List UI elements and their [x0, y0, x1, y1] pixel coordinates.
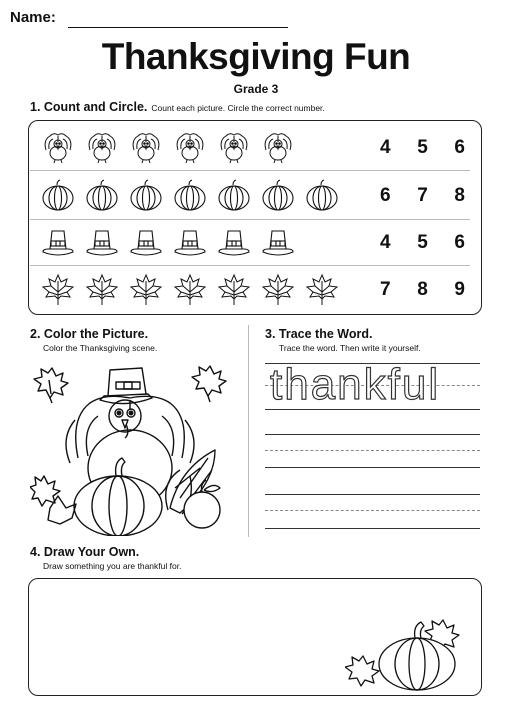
number-choice[interactable]: 4 [380, 232, 391, 253]
pilgrim-hat-icon [84, 225, 120, 259]
section2-instruction: Color the Thanksgiving scene. [43, 343, 158, 353]
turkey-icon [128, 130, 164, 164]
leaf-icon [84, 272, 120, 306]
writing-line-top[interactable] [265, 434, 480, 435]
name-label: Name: [10, 9, 56, 26]
pumpkin-icon [172, 178, 208, 212]
pumpkin-icon [260, 178, 296, 212]
turkey-icon [216, 130, 252, 164]
section3-title: 3. Trace the Word. [265, 327, 373, 341]
leaf-icon [172, 272, 208, 306]
writing-line-mid[interactable] [265, 450, 480, 451]
turkey-icon [84, 130, 120, 164]
writing-line-base[interactable] [265, 467, 480, 468]
writing-line-base[interactable] [265, 528, 480, 529]
pumpkin-icon [84, 178, 120, 212]
pilgrim-hat-icon [172, 225, 208, 259]
pumpkin-corner-illustration [345, 612, 470, 692]
pilgrim-hat-icon [128, 225, 164, 259]
writing-line-top[interactable] [265, 494, 480, 495]
row-divider [30, 219, 470, 220]
row4-choices [380, 279, 465, 301]
pilgrim-hat-icon [40, 225, 76, 259]
number-choice[interactable]: 7 [380, 279, 391, 300]
turkey-icon [40, 130, 76, 164]
number-choice[interactable]: 8 [417, 279, 428, 300]
pumpkin-row [40, 178, 340, 212]
leaf-icon [304, 272, 340, 306]
hat-row [40, 225, 296, 259]
number-choice[interactable]: 6 [454, 137, 465, 158]
number-choice[interactable]: 5 [417, 137, 428, 158]
grade-label: Grade 3 [233, 82, 279, 96]
pilgrim-hat-icon [216, 225, 252, 259]
trace-word[interactable]: thankful [270, 360, 441, 409]
turkey-icon [172, 130, 208, 164]
writing-line-mid[interactable] [265, 510, 480, 511]
section1-title: 1. Count and Circle. [30, 100, 148, 114]
section1-heading [30, 100, 325, 114]
section4-instruction: Draw something you are thankful for. [43, 561, 182, 571]
pilgrim-hat-icon [260, 225, 296, 259]
column-divider [248, 325, 249, 537]
number-choice[interactable]: 6 [380, 185, 391, 206]
leaf-decoration-icon [345, 656, 379, 686]
number-choice[interactable]: 4 [380, 137, 391, 158]
number-choice[interactable]: 9 [454, 279, 465, 300]
pumpkin-icon [304, 178, 340, 212]
row3-choices [380, 232, 465, 254]
section1-instruction: Count each picture. Circle the correct number. [151, 103, 325, 113]
leaf-icon [128, 272, 164, 306]
leaf-row [40, 272, 340, 306]
section3-instruction: Trace the word. Then write it yourself. [279, 343, 421, 353]
number-choice[interactable]: 5 [417, 232, 428, 253]
pumpkin-icon [128, 178, 164, 212]
leaf-icon [40, 272, 76, 306]
leaf-decoration-icon [30, 476, 60, 506]
row-divider [30, 170, 470, 171]
number-choice[interactable]: 8 [454, 185, 465, 206]
turkey-row [40, 130, 296, 164]
section4-title: 4. Draw Your Own. [30, 545, 140, 559]
pumpkin-icon [40, 178, 76, 212]
leaf-decoration-icon [192, 366, 226, 396]
name-field[interactable] [68, 27, 288, 28]
pumpkin-icon [216, 178, 252, 212]
leaf-icon [260, 272, 296, 306]
turkey-scene-illustration[interactable] [30, 358, 235, 536]
turkey-icon [260, 130, 296, 164]
row-divider [30, 265, 470, 266]
row2-choices [380, 185, 465, 207]
leaf-icon [216, 272, 252, 306]
row1-choices [380, 137, 465, 159]
number-choice[interactable]: 7 [417, 185, 428, 206]
page-title: Thanksgiving Fun [101, 36, 411, 77]
section2-title: 2. Color the Picture. [30, 327, 149, 341]
number-choice[interactable]: 6 [454, 232, 465, 253]
